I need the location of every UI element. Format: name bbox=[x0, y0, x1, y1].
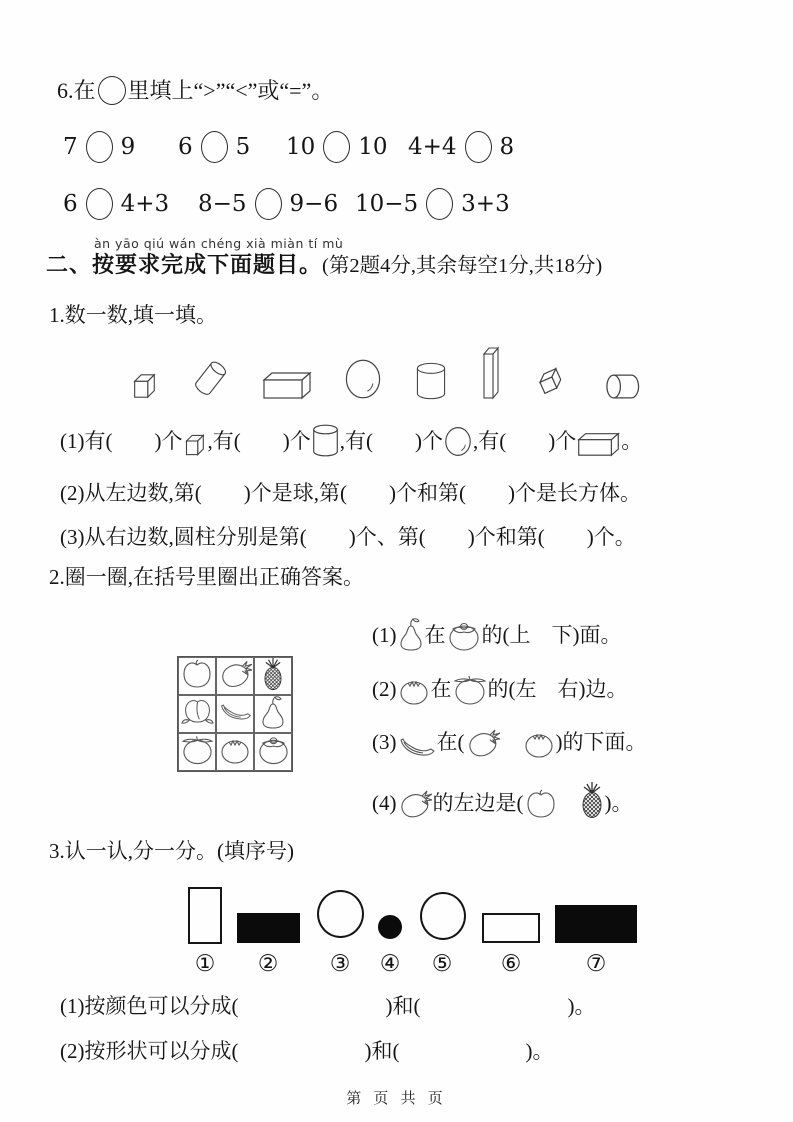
operand: 6 bbox=[178, 134, 193, 160]
grid-cell bbox=[216, 695, 254, 733]
fruit-grid bbox=[177, 656, 293, 772]
q2-subquestion-4 bbox=[372, 781, 633, 819]
white-circle-shape bbox=[317, 890, 364, 938]
cube-sm-icon bbox=[182, 429, 207, 453]
grid-cell bbox=[216, 733, 254, 771]
q1-subquestion-2: (2)从左边数,第( )个是球,第( )个和第( )个是长方体。 bbox=[60, 481, 641, 505]
q1-subquestion-1 bbox=[60, 424, 642, 457]
operand: 10 bbox=[286, 134, 316, 160]
cylinder-lying-icon bbox=[604, 373, 642, 400]
comparison-item bbox=[63, 188, 169, 220]
strawberry-icon bbox=[397, 791, 433, 815]
shape-number-label: ③ bbox=[329, 951, 351, 976]
white-rect-shape bbox=[188, 887, 222, 944]
strawberry-icon bbox=[219, 659, 252, 694]
section-2-header bbox=[46, 250, 602, 281]
white-circle-shape bbox=[420, 892, 466, 940]
persimmon-icon bbox=[257, 735, 290, 770]
operand: 4+3 bbox=[120, 191, 170, 217]
grid-cell bbox=[178, 733, 216, 771]
sphere-icon bbox=[344, 358, 382, 400]
apple-icon bbox=[524, 791, 558, 815]
q6-title-text: 里填上“>”“<”或“=”。 bbox=[127, 78, 334, 103]
shape-number-label: ① bbox=[194, 951, 216, 976]
operand: 9 bbox=[120, 134, 136, 160]
strawberry-icon bbox=[465, 730, 501, 754]
answer-circle-icon bbox=[465, 131, 492, 163]
question-1-title: 1.数一数,填一填。 bbox=[49, 303, 217, 327]
apple-icon bbox=[181, 659, 213, 694]
solid-shapes-row bbox=[130, 342, 642, 400]
answer-circle-icon bbox=[426, 188, 453, 220]
text-segment: ,有( )个 bbox=[339, 429, 443, 453]
pinyin-annotation: àn yāo qiú wán chéng xià miàn tí mù bbox=[94, 236, 344, 251]
text-segment: (4) bbox=[372, 791, 397, 815]
text-segment: 在 bbox=[430, 677, 452, 701]
grid-cell bbox=[178, 657, 216, 695]
answer-circle-icon bbox=[86, 131, 113, 163]
black-circle-shape bbox=[378, 915, 402, 939]
cuboid-icon bbox=[262, 370, 312, 400]
operand: 10−5 bbox=[355, 191, 419, 217]
black-rect-shape bbox=[237, 913, 300, 943]
q3-subquestion-2: (2)按形状可以分成( )和( )。 bbox=[60, 1039, 554, 1063]
operand: 8−5 bbox=[198, 191, 247, 217]
operand: 7 bbox=[63, 134, 78, 160]
operand: 10 bbox=[358, 134, 388, 160]
black-rect-shape bbox=[555, 905, 637, 943]
text-segment: (1)有( )个 bbox=[60, 429, 183, 453]
cube-tilted-icon bbox=[534, 364, 572, 400]
comparison-item bbox=[63, 131, 135, 163]
shape-number-label: ⑦ bbox=[585, 951, 607, 976]
text-segment: 。 bbox=[621, 429, 643, 453]
operand: 5 bbox=[235, 134, 251, 160]
operand: 8 bbox=[499, 134, 515, 160]
section-score-note: (第2题4分,其余每空1分,共18分) bbox=[322, 255, 603, 277]
white-rect-shape bbox=[482, 913, 540, 943]
persimmon-icon bbox=[446, 623, 482, 647]
shape-number-label: ④ bbox=[379, 951, 401, 976]
text-segment bbox=[558, 791, 579, 815]
text-segment: ,有( )个 bbox=[207, 429, 311, 453]
grid-cell bbox=[216, 657, 254, 695]
operand: 9−6 bbox=[289, 191, 339, 217]
tomato-icon bbox=[181, 735, 214, 770]
banana-icon bbox=[397, 730, 437, 754]
tomato-calyx-icon bbox=[219, 736, 251, 769]
comparison-item bbox=[355, 188, 510, 220]
text-segment: 在( bbox=[436, 730, 465, 754]
pineapple-icon bbox=[579, 791, 605, 815]
grid-cell bbox=[254, 657, 292, 695]
grid-cell bbox=[254, 733, 292, 771]
page-footer: 第 页 共 页 bbox=[346, 1090, 447, 1107]
text-segment: )的下面。 bbox=[555, 730, 647, 754]
text-segment: 在 bbox=[424, 623, 446, 647]
shape-number-label: ② bbox=[257, 951, 279, 976]
cylinder-icon bbox=[414, 362, 448, 400]
banana-icon bbox=[219, 701, 252, 728]
q2-subquestion-2 bbox=[372, 675, 628, 705]
answer-circle-icon bbox=[255, 188, 282, 220]
cylinder-sm-icon bbox=[311, 429, 340, 453]
grid-cell bbox=[254, 695, 292, 733]
comparison-item bbox=[286, 131, 388, 163]
operand: 6 bbox=[63, 191, 78, 217]
comparison-item bbox=[408, 131, 514, 163]
q6-title-text: 6.在 bbox=[57, 78, 96, 103]
cube-icon bbox=[130, 372, 158, 400]
answer-circle-icon bbox=[98, 76, 126, 105]
pear-icon bbox=[260, 695, 286, 733]
operand: 3+3 bbox=[461, 191, 510, 217]
text-segment bbox=[501, 730, 522, 754]
pineapple-icon bbox=[261, 657, 285, 695]
grid-cell bbox=[178, 695, 216, 733]
q2-subquestion-1 bbox=[372, 617, 622, 651]
q2-subquestion-3 bbox=[372, 728, 647, 758]
text-segment: )。 bbox=[604, 791, 633, 815]
tomato-icon bbox=[452, 677, 488, 701]
text-segment: 的左边是( bbox=[432, 791, 524, 815]
question-2-title: 2.圈一圈,在括号里圈出正确答案。 bbox=[49, 565, 364, 589]
text-segment: (1) bbox=[372, 623, 397, 647]
comparison-item bbox=[198, 188, 338, 220]
comparison-item bbox=[178, 131, 250, 163]
shape-number-label: ⑥ bbox=[500, 951, 522, 976]
text-segment: (3) bbox=[372, 730, 397, 754]
question-3-title: 3.认一认,分一分。(填序号) bbox=[49, 839, 294, 863]
q3-subquestion-1: (1)按颜色可以分成( )和( )。 bbox=[60, 994, 596, 1018]
cuboid-sm-icon bbox=[576, 429, 621, 453]
shape-number-label: ⑤ bbox=[431, 951, 453, 976]
answer-circle-icon bbox=[86, 188, 113, 220]
text-segment: 的(左 右)边。 bbox=[487, 677, 628, 701]
text-segment: ,有( )个 bbox=[472, 429, 577, 453]
box-thin-icon bbox=[480, 346, 502, 400]
text-segment: 的(上 下)面。 bbox=[481, 623, 622, 647]
tomato-calyx-icon bbox=[397, 677, 431, 701]
peach-icon bbox=[181, 696, 214, 732]
q1-subquestion-3: (3)从右边数,圆柱分别是第( )个、第( )个和第( )个。 bbox=[60, 525, 636, 549]
answer-circle-icon bbox=[201, 131, 228, 163]
question-6-title bbox=[57, 76, 333, 106]
operand: 4+4 bbox=[408, 134, 457, 160]
answer-circle-icon bbox=[323, 131, 350, 163]
pear-icon bbox=[397, 623, 425, 647]
section-title: 二、按要求完成下面题目。 bbox=[46, 252, 323, 277]
sphere-sm-icon bbox=[443, 429, 473, 453]
text-segment: (2) bbox=[372, 677, 397, 701]
cylinder-tilted-icon bbox=[190, 358, 230, 400]
tomato-calyx-icon bbox=[522, 730, 556, 754]
